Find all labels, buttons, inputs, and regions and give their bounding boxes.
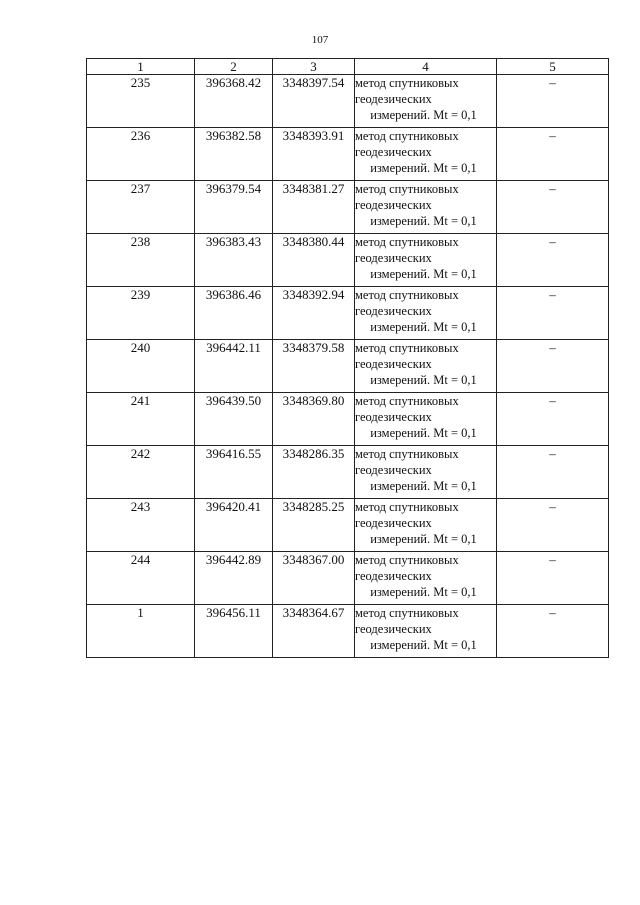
- column-header-4: 4: [355, 59, 497, 75]
- method-line: геодезических: [355, 251, 432, 265]
- method-line: измерений. Mt = 0,1: [370, 108, 477, 122]
- table-row: [87, 552, 609, 605]
- method-cell: [355, 75, 497, 128]
- method-line: измерений. Mt = 0,1: [370, 585, 477, 599]
- table-body: [87, 75, 609, 658]
- note-cell: –: [497, 181, 609, 234]
- method-line: геодезических: [355, 357, 432, 371]
- point-number-cell: 244: [87, 552, 195, 605]
- x-coordinate-cell: 396456.11: [195, 605, 273, 658]
- method-line: измерений. Mt = 0,1: [370, 532, 477, 546]
- x-coordinate-cell: 396442.89: [195, 552, 273, 605]
- table-row: [87, 499, 609, 552]
- y-coordinate-cell: 3348392.94: [273, 287, 355, 340]
- method-line: геодезических: [355, 622, 432, 636]
- y-coordinate-cell: 3348364.67: [273, 605, 355, 658]
- method-line: измерений. Mt = 0,1: [370, 479, 477, 493]
- method-line: геодезических: [355, 463, 432, 477]
- x-coordinate-cell: 396420.41: [195, 499, 273, 552]
- point-number-cell: 237: [87, 181, 195, 234]
- y-coordinate-cell: 3348393.91: [273, 128, 355, 181]
- note-cell: –: [497, 393, 609, 446]
- note-cell: –: [497, 234, 609, 287]
- method-line: метод спутниковых: [355, 553, 459, 567]
- method-line: измерений. Mt = 0,1: [370, 320, 477, 334]
- y-coordinate-cell: 3348379.58: [273, 340, 355, 393]
- method-line: геодезических: [355, 516, 432, 530]
- table-row: [87, 181, 609, 234]
- method-line: геодезических: [355, 145, 432, 159]
- coordinates-table: [86, 58, 609, 658]
- method-line: метод спутниковых: [355, 76, 459, 90]
- point-number-cell: 239: [87, 287, 195, 340]
- method-line: метод спутниковых: [355, 235, 459, 249]
- method-line: геодезических: [355, 569, 432, 583]
- method-line: измерений. Mt = 0,1: [370, 161, 477, 175]
- x-coordinate-cell: 396416.55: [195, 446, 273, 499]
- method-line: метод спутниковых: [355, 606, 459, 620]
- table-row: [87, 605, 609, 658]
- table-row: [87, 340, 609, 393]
- point-number-cell: 235: [87, 75, 195, 128]
- method-line: геодезических: [355, 92, 432, 106]
- y-coordinate-cell: 3348397.54: [273, 75, 355, 128]
- column-header-5: 5: [497, 59, 609, 75]
- column-header-2: 2: [195, 59, 273, 75]
- method-line: геодезических: [355, 410, 432, 424]
- method-line: метод спутниковых: [355, 129, 459, 143]
- y-coordinate-cell: 3348286.35: [273, 446, 355, 499]
- header-row: [87, 59, 609, 75]
- method-line: измерений. Mt = 0,1: [370, 267, 477, 281]
- page-number: 107: [311, 34, 329, 46]
- method-line: измерений. Mt = 0,1: [370, 373, 477, 387]
- method-cell: [355, 287, 497, 340]
- note-cell: –: [497, 499, 609, 552]
- point-number-cell: 236: [87, 128, 195, 181]
- note-cell: –: [497, 552, 609, 605]
- method-line: геодезических: [355, 304, 432, 318]
- method-cell: [355, 393, 497, 446]
- x-coordinate-cell: 396439.50: [195, 393, 273, 446]
- x-coordinate-cell: 396379.54: [195, 181, 273, 234]
- table-row: [87, 393, 609, 446]
- method-cell: [355, 181, 497, 234]
- table-header: [87, 59, 609, 75]
- y-coordinate-cell: 3348369.80: [273, 393, 355, 446]
- note-cell: –: [497, 128, 609, 181]
- point-number-cell: 242: [87, 446, 195, 499]
- method-cell: [355, 499, 497, 552]
- method-line: метод спутниковых: [355, 447, 459, 461]
- point-number-cell: 238: [87, 234, 195, 287]
- point-number-cell: 240: [87, 340, 195, 393]
- y-coordinate-cell: 3348381.27: [273, 181, 355, 234]
- note-cell: –: [497, 340, 609, 393]
- y-coordinate-cell: 3348285.25: [273, 499, 355, 552]
- method-cell: [355, 446, 497, 499]
- method-cell: [355, 340, 497, 393]
- method-cell: [355, 605, 497, 658]
- method-line: измерений. Mt = 0,1: [370, 426, 477, 440]
- method-line: геодезических: [355, 198, 432, 212]
- method-line: измерений. Mt = 0,1: [370, 214, 477, 228]
- column-header-1: 1: [87, 59, 195, 75]
- y-coordinate-cell: 3348367.00: [273, 552, 355, 605]
- note-cell: –: [497, 446, 609, 499]
- column-header-3: 3: [273, 59, 355, 75]
- x-coordinate-cell: 396442.11: [195, 340, 273, 393]
- method-cell: [355, 552, 497, 605]
- method-line: метод спутниковых: [355, 182, 459, 196]
- note-cell: –: [497, 287, 609, 340]
- method-cell: [355, 128, 497, 181]
- point-number-cell: 1: [87, 605, 195, 658]
- y-coordinate-cell: 3348380.44: [273, 234, 355, 287]
- point-number-cell: 241: [87, 393, 195, 446]
- method-line: метод спутниковых: [355, 500, 459, 514]
- method-line: метод спутниковых: [355, 341, 459, 355]
- table-row: [87, 446, 609, 499]
- note-cell: –: [497, 75, 609, 128]
- note-cell: –: [497, 605, 609, 658]
- x-coordinate-cell: 396382.58: [195, 128, 273, 181]
- table-row: [87, 128, 609, 181]
- point-number-cell: 243: [87, 499, 195, 552]
- x-coordinate-cell: 396383.43: [195, 234, 273, 287]
- method-line: метод спутниковых: [355, 288, 459, 302]
- method-line: метод спутниковых: [355, 394, 459, 408]
- table-row: [87, 234, 609, 287]
- table-row: [87, 287, 609, 340]
- method-line: измерений. Mt = 0,1: [370, 638, 477, 652]
- x-coordinate-cell: 396368.42: [195, 75, 273, 128]
- table-row: [87, 75, 609, 128]
- x-coordinate-cell: 396386.46: [195, 287, 273, 340]
- method-cell: [355, 234, 497, 287]
